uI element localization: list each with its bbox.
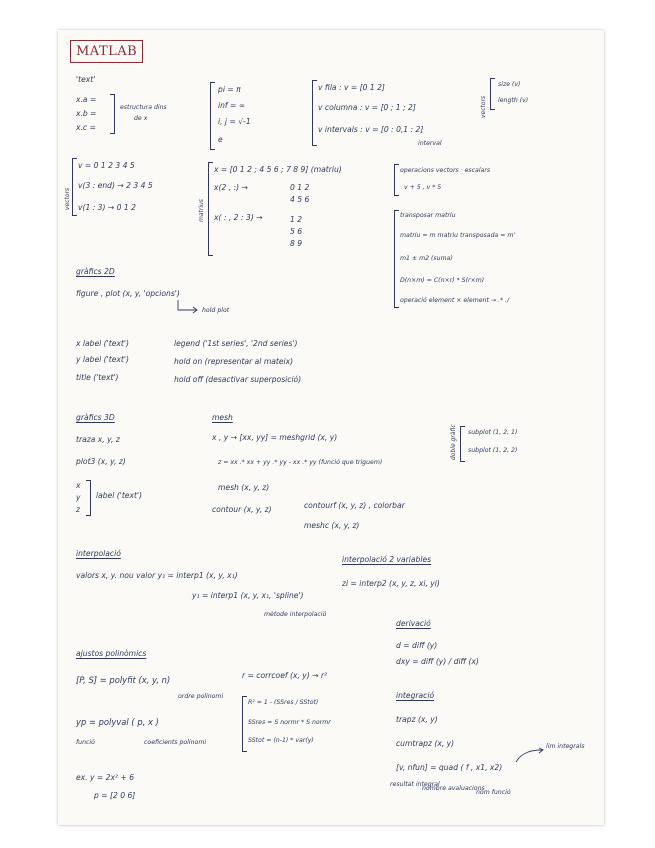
- sstot-formula: SStot = (n-1) * var(y): [248, 737, 314, 744]
- vector-row: v fila : v = [0 1 2]: [318, 83, 385, 92]
- z-expression: z = xx .* xx + yy .* yy - xx .* yy (funció que triguem): [218, 459, 383, 466]
- bracket: [490, 78, 495, 110]
- vector-index-end: v(3 : end) → 2 3 4 5: [78, 181, 153, 190]
- section-heading-deriv: derivació: [396, 619, 431, 628]
- section-heading-2d: gràfics 2D: [76, 267, 115, 276]
- struct-note: estructura dins: [120, 104, 167, 111]
- quad-note: nombre avaluacions: [422, 785, 485, 792]
- subplot-1: subplot (1, 2, 1): [468, 429, 518, 436]
- struct-field-a: x.a =: [76, 95, 97, 104]
- bracket: [394, 164, 399, 196]
- section-heading-3d: gràfics 3D: [76, 413, 115, 422]
- vector-def: v = 0 1 2 3 4 5: [78, 161, 135, 170]
- arrow-icon: [514, 748, 544, 764]
- polyfit-note: ordre polinomi: [178, 693, 224, 700]
- poly-example-coeffs: p = [2 0 6]: [94, 791, 136, 800]
- matrix-col-result: 1 2: [290, 215, 303, 224]
- struct-field-b: x.b =: [76, 109, 97, 118]
- interp1-spline-cmd: y₁ = interp1 (x, y, x₁, 'spline'): [192, 591, 304, 600]
- legend-cmd: legend ('1st series', '2nd series'): [174, 339, 298, 348]
- trapz-cmd: trapz (x, y): [396, 715, 438, 724]
- hold-off-cmd: hold off (desactivar superposició): [174, 375, 302, 384]
- hold-on-cmd: hold on (representar al mateix): [174, 357, 294, 366]
- ops-sum: m1 ± m2 (suma): [400, 255, 453, 262]
- matrix-row-index: x(2 , :) →: [214, 183, 248, 192]
- xlabel-cmd: x label ('text'): [76, 339, 129, 348]
- plot-command: figure , plot (x, y, 'opcions'): [76, 289, 180, 298]
- section-heading-interp2: interpolació 2 variables: [342, 555, 432, 564]
- section-heading-mesh: mesh: [212, 413, 233, 422]
- bracket: [394, 210, 399, 308]
- ssres-formula: SSres = S normr * S normr: [248, 719, 331, 726]
- struct-field-c: x.c =: [76, 123, 96, 132]
- axis-y: y: [76, 493, 81, 502]
- diff-cmd: d = diff (y): [396, 641, 438, 650]
- section-heading-interp: interpolació: [76, 549, 121, 558]
- matrix-col-index: x( : , 2 : 3) →: [214, 213, 263, 222]
- ops-elementwise: operació element × element → .* ./: [400, 297, 510, 304]
- bracket: [210, 82, 215, 150]
- interp-method-note: mètode interpolació: [264, 611, 327, 618]
- contourf-cmd: contourf (x, y, z) , colorbar: [304, 501, 405, 510]
- polyval-note: funció: [76, 739, 95, 746]
- axis-z: z: [76, 505, 80, 514]
- title-cmd: title ('text'): [76, 373, 119, 382]
- integral-limits-note: lim integrals: [546, 743, 585, 750]
- vector-index-range: v(1 : 3) → 0 1 2: [78, 203, 136, 212]
- plot3-cmd: plot3 (x, y, z): [76, 457, 126, 466]
- constant-pi: pi = π: [218, 85, 241, 94]
- text-string: 'text': [76, 75, 96, 84]
- ops-transpose: transposar matriu: [400, 212, 456, 219]
- quad-note: nom funció: [476, 789, 511, 796]
- vector-interval: v intervals : v = [0 : 0,1 : 2]: [318, 125, 424, 134]
- diff-ratio-cmd: dxy = diff (y) / diff (x): [396, 657, 479, 666]
- brace: [110, 94, 115, 134]
- side-label: vectors: [64, 187, 71, 210]
- hold-note: hold plot: [202, 307, 230, 314]
- corrcoef-cmd: r = corrcoef (x, y) → r²: [242, 671, 328, 680]
- label-cmd: label ('text'): [96, 491, 143, 500]
- ops-product: D(n×m) = C(n×r) * S(r×m): [400, 277, 485, 284]
- bracket: [72, 158, 77, 216]
- interval-note: interval: [418, 140, 442, 147]
- brace: [86, 480, 91, 516]
- size-func: size (v): [498, 81, 521, 88]
- side-label: vectors: [480, 95, 487, 118]
- side-label: matrius: [198, 199, 205, 222]
- page-title: MATLAB: [70, 40, 143, 63]
- bracket: [460, 426, 465, 462]
- struct-note: de x: [134, 115, 148, 122]
- contour-cmd: contour (x, y, z): [212, 505, 272, 514]
- bracket: [208, 162, 213, 256]
- ops-scalar-title: operacions vectors · escalars: [400, 167, 491, 174]
- vector-column: v columna : v = [0 ; 1 ; 2]: [318, 103, 416, 112]
- interp1-cmd: valors x, y. nou valor y₁ = interp1 (x, y, x₁): [76, 571, 238, 580]
- arrow-icon: [176, 300, 200, 314]
- notebook-page: [58, 30, 604, 825]
- poly-example: ex. y = 2x² + 6: [76, 773, 135, 782]
- polyval-cmd: yp = polyval ( p, x ): [76, 717, 159, 727]
- matrix-def: x = [0 1 2 ; 4 5 6 ; 7 8 9] (matriu): [214, 165, 342, 174]
- matrix-col-result: 8 9: [290, 239, 303, 248]
- ylabel-cmd: y label ('text'): [76, 355, 129, 364]
- r2-formula: R² = 1 - (SSres / SStot): [248, 699, 319, 706]
- section-heading-poly: ajustos polinòmics: [76, 649, 147, 658]
- interp2-cmd: zi = interp2 (x, y, z, xi, yi): [342, 579, 440, 588]
- bracket: [312, 80, 317, 146]
- quad-note: resultat integral: [390, 781, 440, 788]
- side-label: doble gràfic: [450, 424, 457, 460]
- meshgrid-cmd: x , y → [xx, yy] = meshgrid (x, y): [212, 433, 338, 442]
- constant-inf: inf = ∞: [218, 101, 246, 110]
- traza-cmd: traza x, y, z: [76, 435, 120, 444]
- constant-e: e: [218, 135, 223, 144]
- section-heading-integ: integració: [396, 691, 435, 700]
- matrix-row-result: 4 5 6: [290, 195, 310, 204]
- ops-scalar-example: v + 5 , v * 5: [404, 184, 442, 191]
- subplot-2: subplot (1, 2, 2): [468, 447, 518, 454]
- matrix-col-result: 5 6: [290, 227, 303, 236]
- ops-transpose-example: matriu = m matriu transposada = m': [400, 232, 516, 239]
- polyval-note: coeficients polinomi: [144, 739, 207, 746]
- bracket: [242, 696, 247, 752]
- meshc-cmd: meshc (x, y, z): [304, 521, 360, 530]
- mesh-cmd: mesh (x, y, z): [218, 483, 270, 492]
- length-func: length (v): [498, 97, 529, 104]
- axis-x: x: [76, 481, 81, 490]
- matrix-row-result: 0 1 2: [290, 183, 310, 192]
- polyfit-cmd: [P, S] = polyfit (x, y, n): [76, 675, 171, 685]
- quad-cmd: [v, nfun] = quad ( f , x1, x2): [396, 763, 503, 772]
- cumtrapz-cmd: cumtrapz (x, y): [396, 739, 455, 748]
- constant-ij: i, j = √-1: [218, 117, 251, 126]
